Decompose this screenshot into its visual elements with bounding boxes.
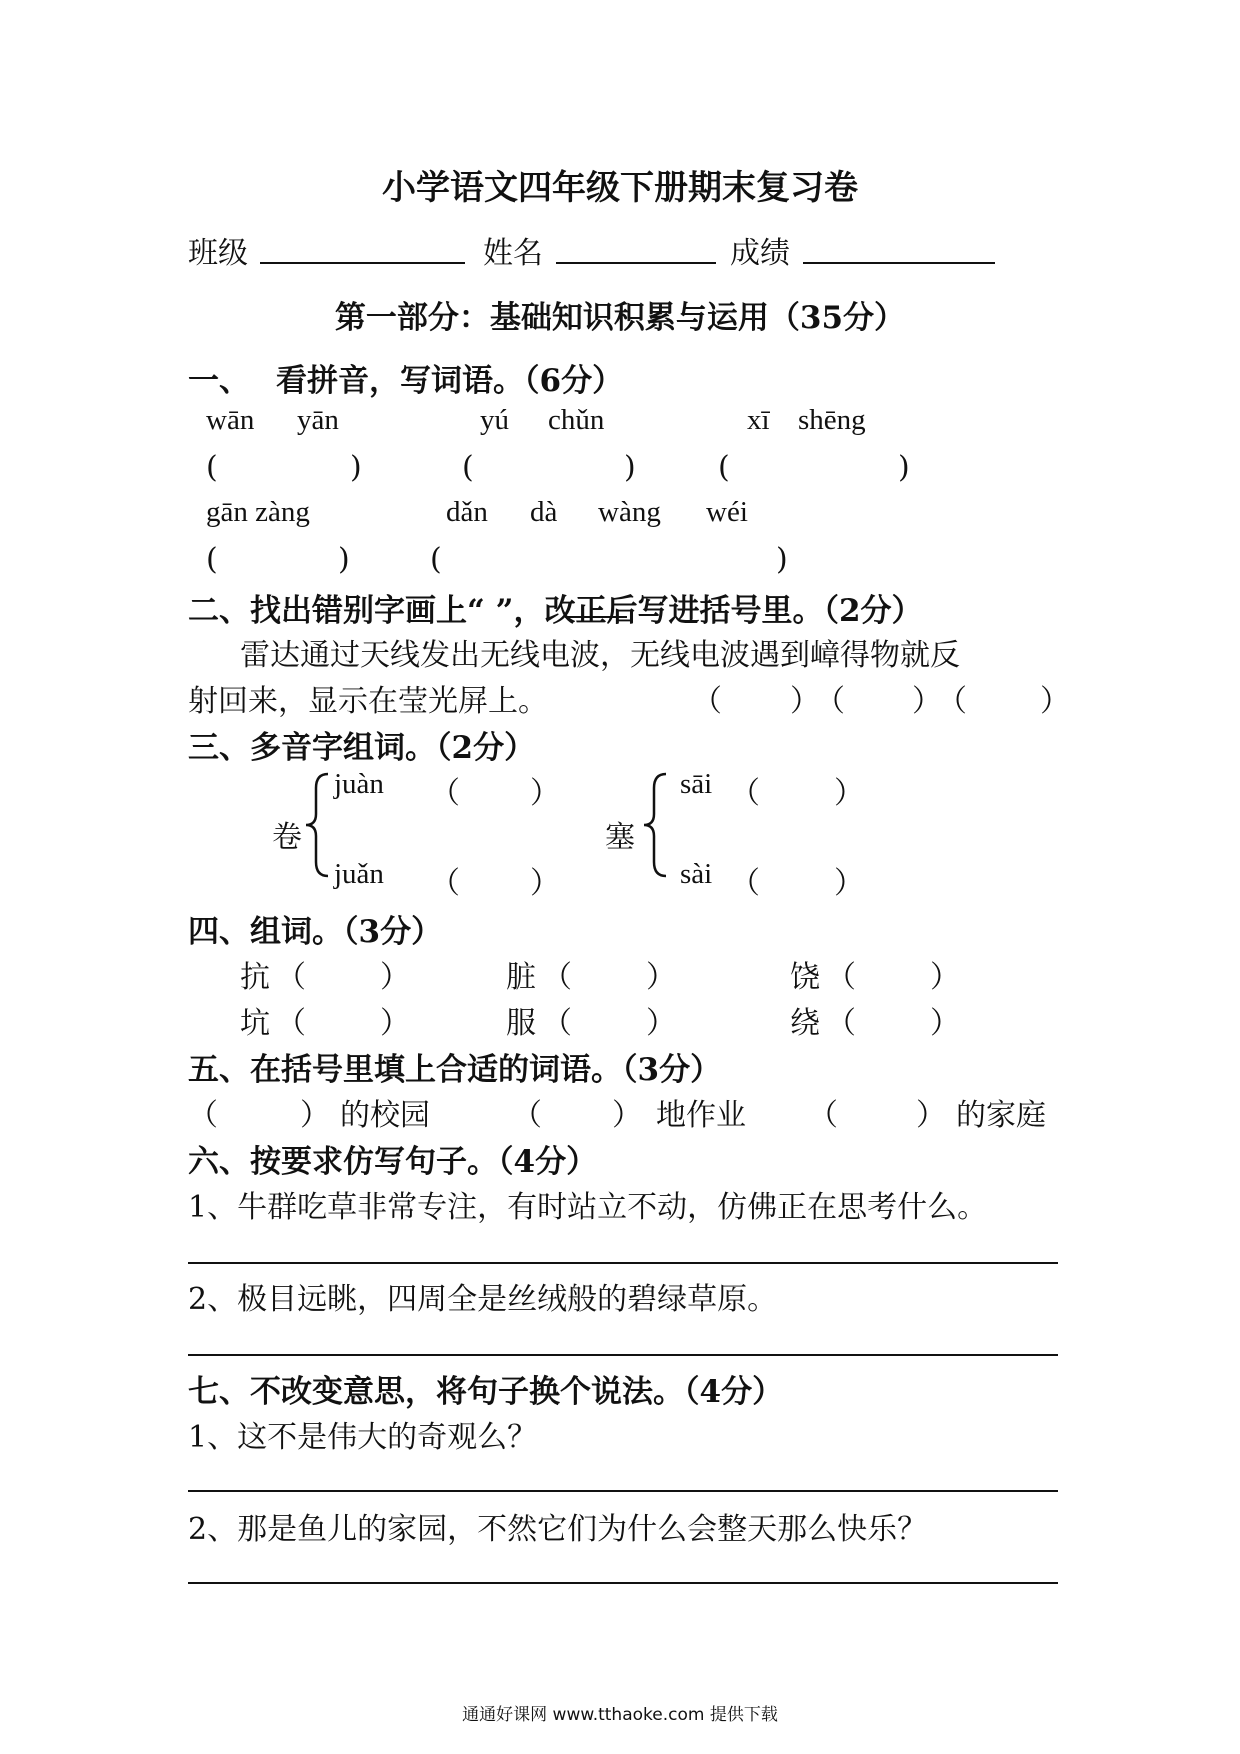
answer-paren-close: ） <box>1040 684 1070 719</box>
word-char: 坑 <box>240 1006 270 1041</box>
fill-phrase: 的家庭 <box>956 1098 1046 1133</box>
answer-paren-open: （ <box>430 776 460 811</box>
answer-paren-open: （ <box>826 1006 856 1041</box>
footer-text: 通通好课网 www.tthaoke.com 提供下载 <box>462 1705 778 1725</box>
answer-paren-open: ( <box>206 450 218 485</box>
answer-paren-open: （ <box>937 684 967 719</box>
answer-paren-close: ） <box>912 684 942 719</box>
answer-paren-open: （ <box>826 960 856 995</box>
pinyin: xī <box>747 404 770 436</box>
fill-phrase: 地作业 <box>656 1098 746 1133</box>
answer-paren-close: ） <box>380 1006 410 1041</box>
word-char: 饶 <box>790 960 820 995</box>
answer-paren-open: ( <box>718 450 730 485</box>
answer-paren-open: （ <box>276 1006 306 1041</box>
pinyin: dǎn <box>446 496 488 528</box>
answer-paren-open: ( <box>430 542 442 577</box>
answer-paren-close: ） <box>530 866 560 901</box>
answer-paren-open: ( <box>206 542 218 577</box>
answer-paren-open: （ <box>276 960 306 995</box>
answer-paren-close: ） <box>380 960 410 995</box>
pinyin: yān <box>297 404 339 436</box>
sentence: 1、牛群吃草非常专注，有时站立不动，仿佛正在思考什么。 <box>188 1190 988 1225</box>
q2-line2: 射回来，显示在莹光屏上。 <box>188 684 548 719</box>
answer-paren-close: ) <box>776 542 788 577</box>
answer-paren-open: （ <box>542 1006 572 1041</box>
answer-paren-close: ） <box>930 960 960 995</box>
q4-heading: 四、组词。（3分） <box>188 914 443 950</box>
answer-paren-close: ) <box>898 450 910 485</box>
pinyin: gān zàng <box>206 496 310 528</box>
polyphone-char: 卷 <box>272 820 302 855</box>
pinyin: sài <box>680 858 713 890</box>
brace-icon <box>640 770 670 880</box>
answer-line[interactable] <box>188 1490 1058 1492</box>
q2-heading: 二、找出错别字画上“ ”，改正后写进括号里。（2分） <box>188 593 923 629</box>
q2-line1: 雷达通过天线发出无线电波，无线电波遇到嶂得物就反 <box>240 638 960 673</box>
q6-heading: 六、按要求仿写句子。（4分） <box>188 1144 598 1180</box>
word-char: 脏 <box>506 960 536 995</box>
answer-paren-close: ） <box>834 776 864 811</box>
pinyin: shēng <box>798 404 866 436</box>
pinyin: juǎn <box>334 858 384 890</box>
part-heading: 第一部分：基础知识积累与运用（35分） <box>334 300 906 336</box>
pinyin: juàn <box>334 768 384 800</box>
page-title: 小学语文四年级下册期末复习卷 <box>382 168 858 208</box>
answer-line[interactable] <box>188 1582 1058 1584</box>
score-field[interactable] <box>803 262 995 264</box>
name-field[interactable] <box>556 262 716 264</box>
answer-paren-open: （ <box>512 1098 542 1133</box>
answer-paren-close: ） <box>790 684 820 719</box>
class-field[interactable] <box>260 262 465 264</box>
answer-paren-close: ） <box>300 1098 330 1133</box>
answer-paren-open: （ <box>808 1098 838 1133</box>
answer-paren-close: ) <box>338 542 350 577</box>
answer-paren-open: （ <box>188 1098 218 1133</box>
answer-paren-open: （ <box>692 684 722 719</box>
sentence: 1、这不是伟大的奇观么？ <box>188 1420 538 1455</box>
answer-paren-open: ( <box>462 450 474 485</box>
word-char: 绕 <box>790 1006 820 1041</box>
underline-mark-sample <box>565 616 627 618</box>
pinyin: dà <box>530 496 558 528</box>
answer-line[interactable] <box>188 1262 1058 1264</box>
pinyin: sāi <box>680 768 713 800</box>
polyphone-char: 塞 <box>605 820 635 855</box>
answer-paren-close: ） <box>612 1098 642 1133</box>
q7-heading: 七、不改变意思，将句子换个说法。（4分） <box>188 1374 784 1410</box>
pinyin: chǔn <box>548 404 605 436</box>
answer-paren-close: ） <box>646 960 676 995</box>
word-char: 抗 <box>240 960 270 995</box>
q3-heading: 三、多音字组词。（2分） <box>188 730 536 766</box>
answer-paren-open: （ <box>730 866 760 901</box>
answer-paren-close: ) <box>350 450 362 485</box>
answer-paren-open: （ <box>815 684 845 719</box>
pinyin: wān <box>206 404 255 436</box>
answer-paren-open: （ <box>430 866 460 901</box>
answer-paren-close: ） <box>834 866 864 901</box>
answer-line[interactable] <box>188 1354 1058 1356</box>
answer-paren-close: ） <box>530 776 560 811</box>
answer-paren-open: （ <box>730 776 760 811</box>
pinyin: wàng <box>598 496 661 528</box>
class-label: 班级 <box>188 236 248 271</box>
sentence: 2、那是鱼儿的家园，不然它们为什么会整天那么快乐？ <box>188 1512 928 1547</box>
q1-heading: 看拼音，写词语。（6分） <box>276 363 624 399</box>
answer-paren-open: （ <box>542 960 572 995</box>
fill-phrase: 的校园 <box>340 1098 430 1133</box>
q5-heading: 五、在括号里填上合适的词语。（3分） <box>188 1052 722 1088</box>
answer-paren-close: ） <box>916 1098 946 1133</box>
brace-icon <box>302 770 332 880</box>
sentence: 2、极目远眺，四周全是丝绒般的碧绿草原。 <box>188 1282 778 1317</box>
q1-number: 一、 <box>188 363 250 399</box>
answer-paren-close: ） <box>646 1006 676 1041</box>
answer-paren-close: ) <box>624 450 636 485</box>
name-label: 姓名 <box>483 236 543 271</box>
pinyin: yú <box>480 404 509 436</box>
score-label: 成绩 <box>730 236 790 271</box>
answer-paren-close: ） <box>930 1006 960 1041</box>
pinyin: wéi <box>706 496 748 528</box>
word-char: 服 <box>506 1006 536 1041</box>
